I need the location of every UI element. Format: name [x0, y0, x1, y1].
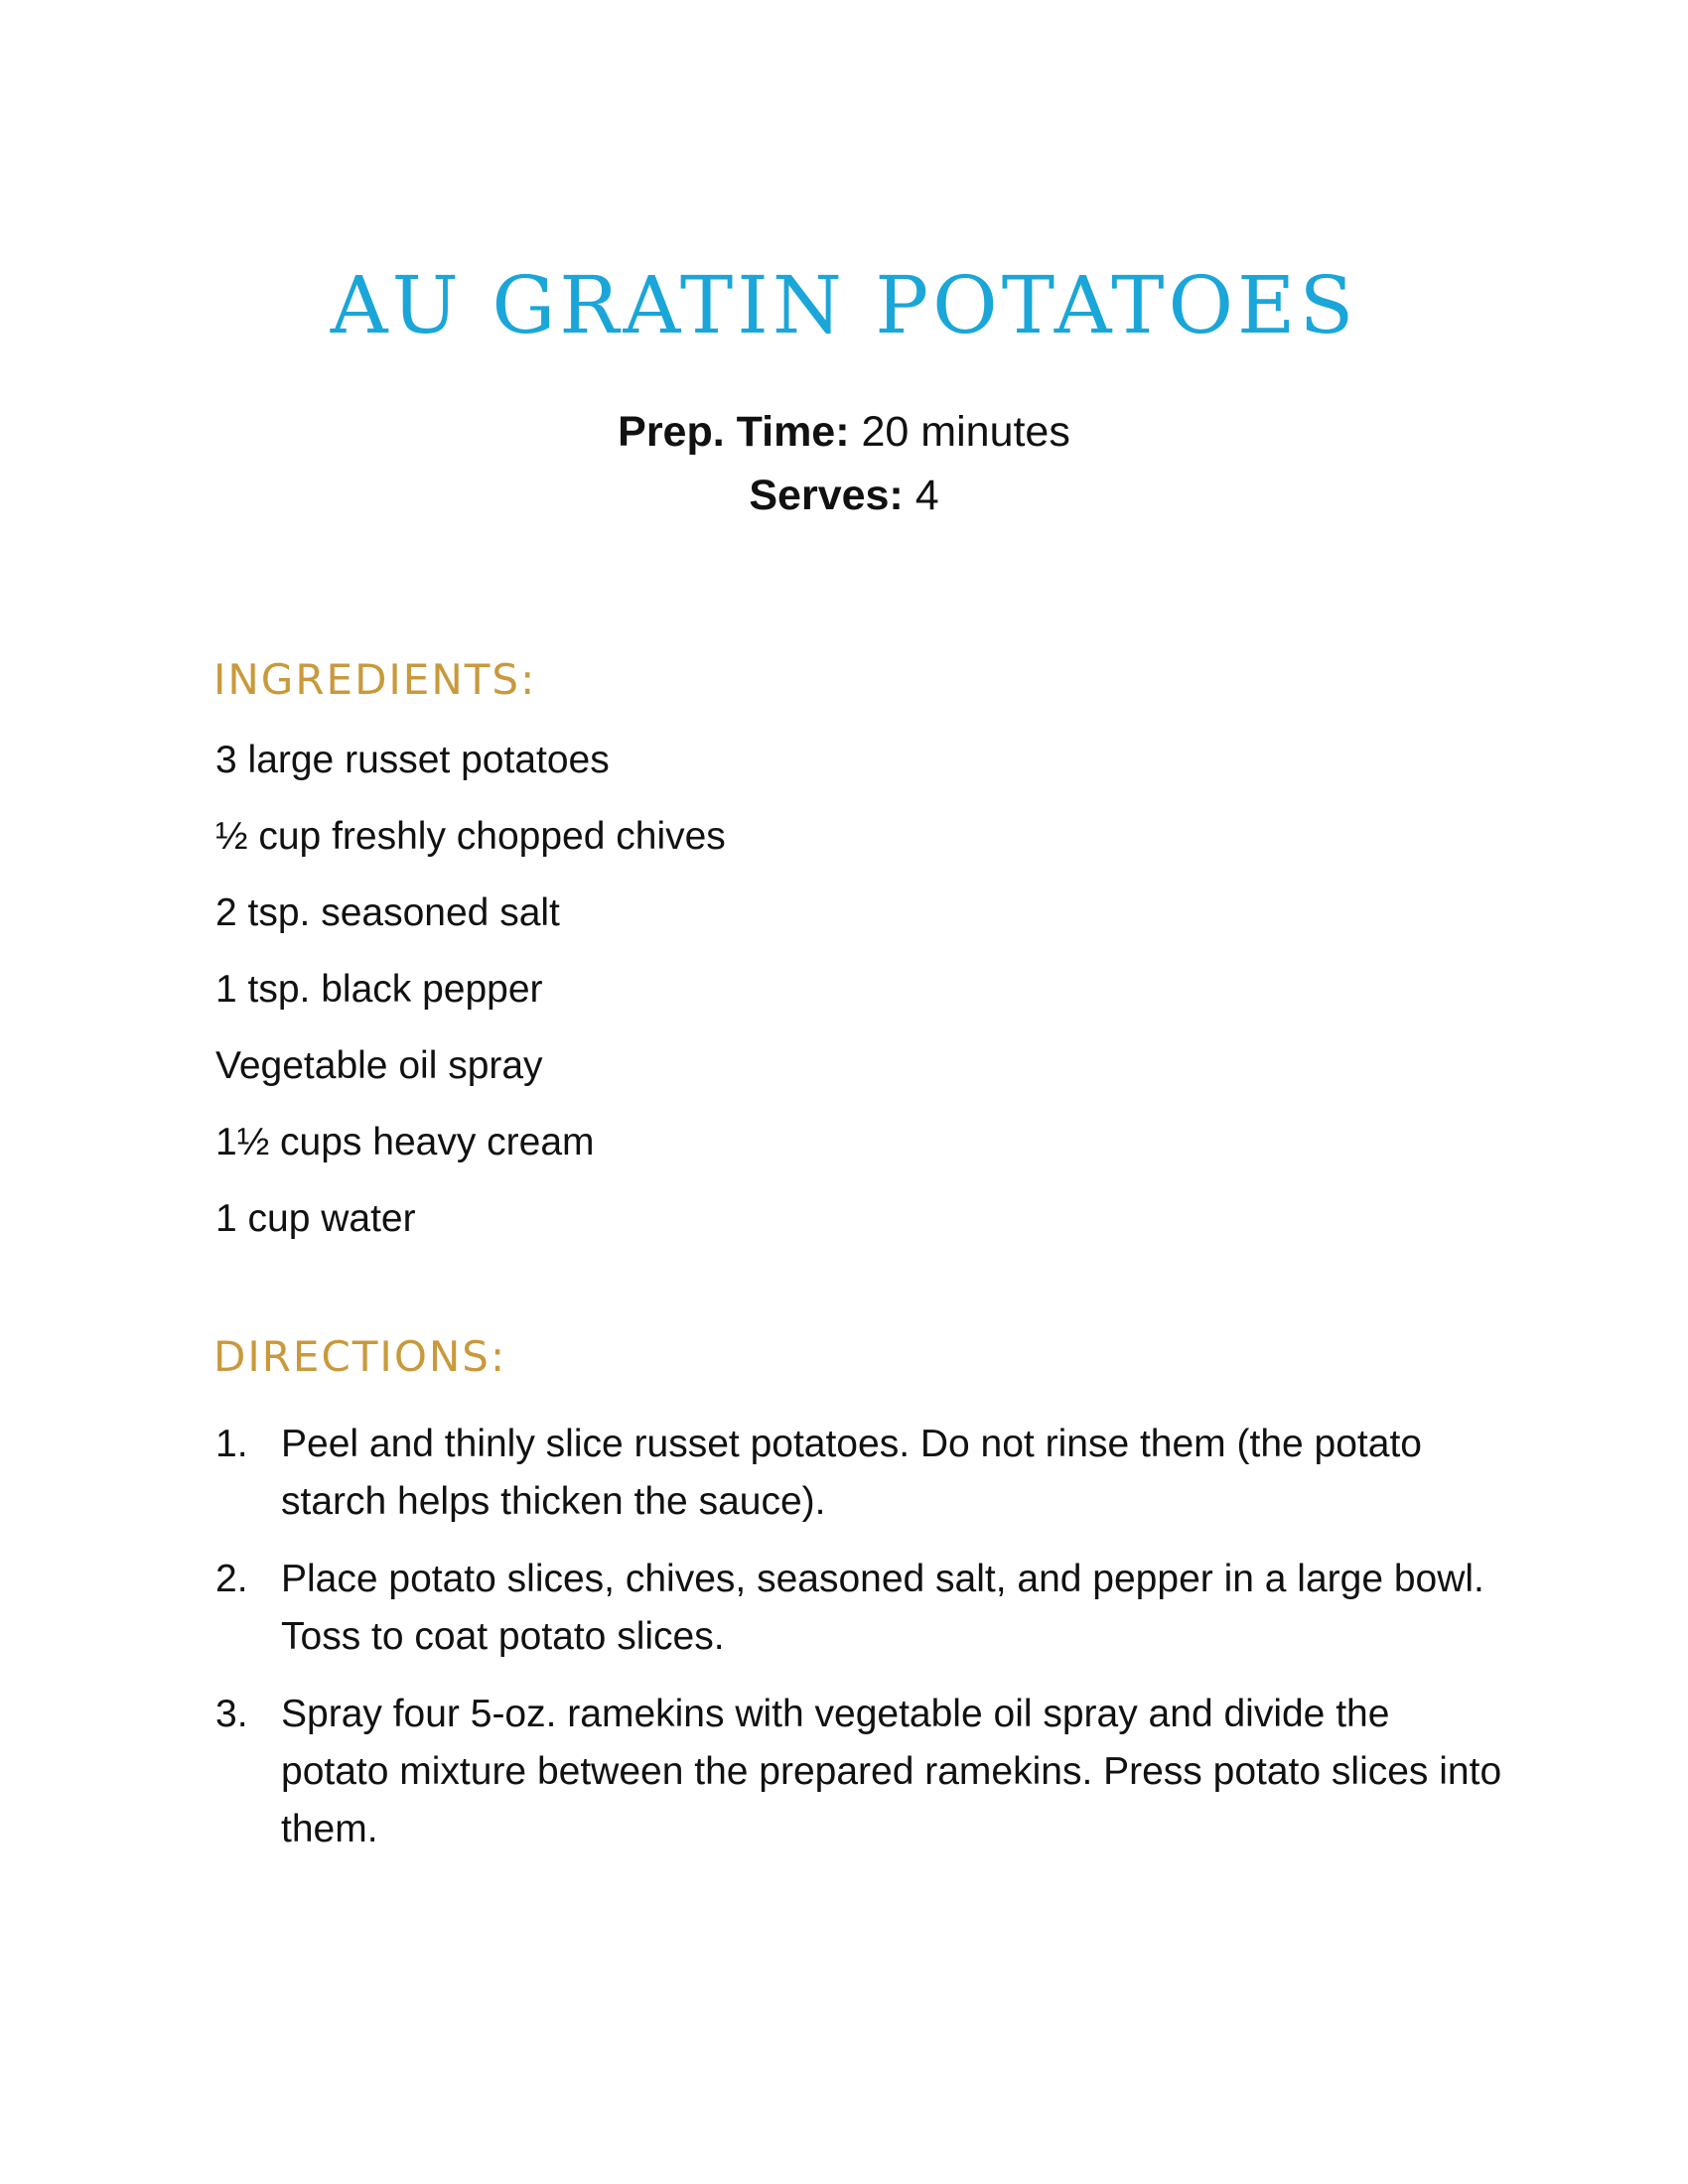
serves	[0, 472, 1688, 519]
ingredient-item: ½ cup freshly chopped chives	[215, 815, 726, 858]
ingredient-item: 1 cup water	[215, 1197, 416, 1240]
step-number: 1.	[215, 1423, 248, 1465]
direction-step	[215, 1551, 1506, 1666]
ingredient-item: Vegetable oil spray	[215, 1044, 543, 1087]
ingredients-list	[215, 741, 726, 1276]
ingredient-item: 3 large russet potatoes	[215, 739, 610, 781]
directions-list	[215, 1416, 1506, 1878]
step-text: Spray four 5-oz. ramekins with vegetable oil spray and divide the potato mixture between the prepared ramekins. Press potato slices into them.	[281, 1693, 1502, 1850]
prep-time-label: Prep. Time:	[618, 408, 850, 456]
prep-time-value: 20 minutes	[861, 408, 1070, 456]
serves-value: 4	[914, 472, 939, 519]
ingredient-item: 1 tsp. black pepper	[215, 968, 543, 1011]
serves-label: Serves:	[749, 472, 904, 519]
ingredient-item: 1½ cups heavy cream	[215, 1121, 595, 1163]
step-number: 2.	[215, 1558, 248, 1600]
direction-step	[215, 1686, 1506, 1858]
direction-step	[215, 1416, 1506, 1531]
prep-time	[0, 408, 1688, 456]
ingredients-heading: INGREDIENTS:	[213, 655, 537, 704]
ingredient-item: 2 tsp. seasoned salt	[215, 891, 560, 934]
step-number: 3.	[215, 1693, 248, 1735]
directions-heading: DIRECTIONS:	[213, 1332, 507, 1381]
step-text: Peel and thinly slice russet potatoes. Do not rinse them (the potato starch helps thicken the sauce).	[281, 1423, 1422, 1523]
step-text: Place potato slices, chives, seasoned salt, and pepper in a large bowl. Toss to coat potato slices.	[281, 1558, 1484, 1658]
recipe-title: AU GRATIN POTATOES	[330, 259, 1358, 351]
